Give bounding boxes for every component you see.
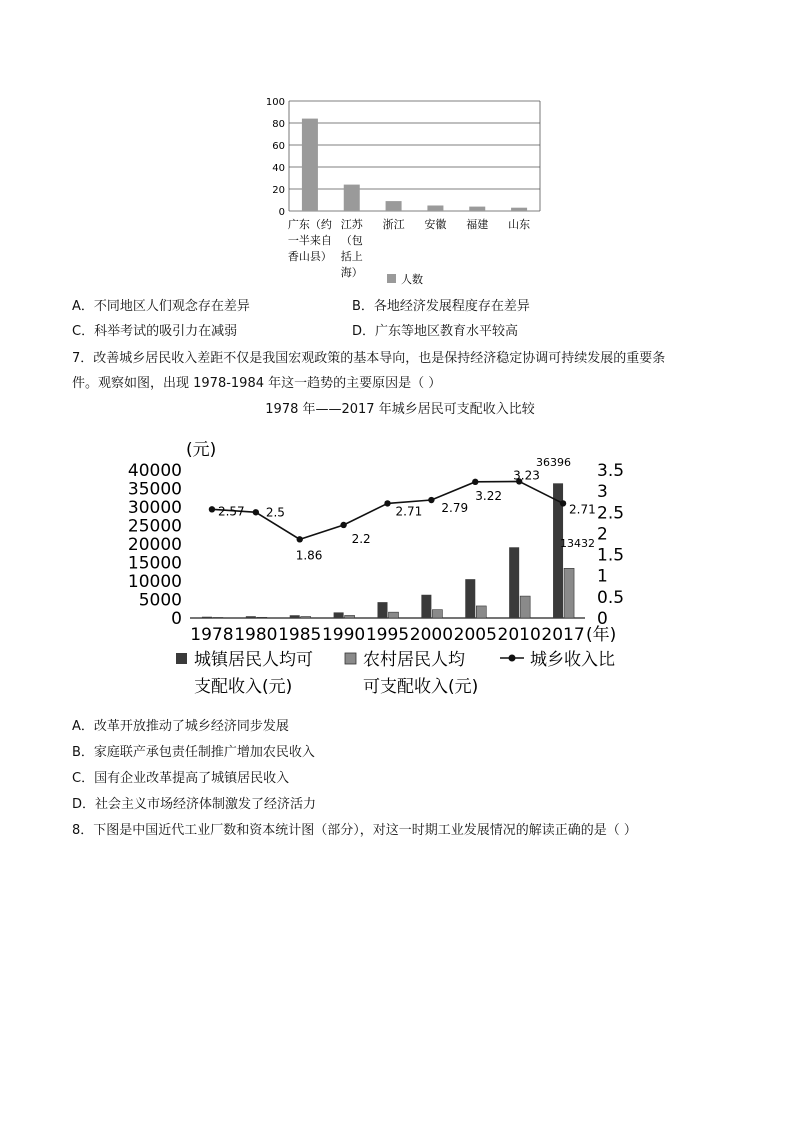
q7-option-b[interactable]: B．家庭联产承包责任制推广增加农民收入 xyxy=(72,745,315,760)
bar-people xyxy=(469,207,485,211)
ratio-point-label: 1.86 xyxy=(295,548,323,563)
y-right-tick-label: 0 xyxy=(597,609,608,629)
q7-option-a[interactable]: A．改革开放推动了城乡经济同步发展 xyxy=(72,719,289,734)
q6-option-b[interactable]: B．各地经济发展程度存在差异 xyxy=(352,299,530,314)
legend-marker-ratio xyxy=(509,655,516,662)
y-left-tick-label: 30000 xyxy=(127,498,182,518)
bar-urban xyxy=(465,579,475,618)
x-tick-label: 江苏 xyxy=(340,218,363,231)
ratio-point-label: 2.79 xyxy=(441,501,469,516)
ratio-point xyxy=(472,479,478,485)
x-tick-label: 1990 xyxy=(321,625,366,645)
y-left-tick-label: 20000 xyxy=(127,535,182,555)
ratio-point-label: 2.2 xyxy=(351,531,371,546)
q8-stem: 8．下图是中国近代工业厂数和资本统计图（部分），对这一时期工业发展情况的解读正确的是（ ） xyxy=(72,823,637,838)
x-tick-label: 1985 xyxy=(278,625,322,645)
ratio-point-label: 2.71 xyxy=(395,504,423,519)
x-tick-label: 2005 xyxy=(453,625,497,645)
bar-urban xyxy=(334,612,344,618)
x-tick-label: 2010 xyxy=(497,625,541,645)
q6-option-a[interactable]: A．不同地区人们观念存在差异 xyxy=(72,299,250,314)
x-tick-label: 2017 xyxy=(541,625,585,645)
y-right-tick-label: 0.5 xyxy=(597,587,625,608)
bar-rural xyxy=(432,610,442,618)
legend-ratio: 城乡收入比 xyxy=(530,650,615,670)
bar-rural xyxy=(301,617,311,618)
x-tick-label: 广东（约 xyxy=(287,218,332,231)
bar-rural xyxy=(520,596,530,618)
bar-rural xyxy=(564,568,574,618)
x-tick-label: （包 xyxy=(340,234,363,247)
y-right-tick-label: 2 xyxy=(597,524,608,545)
ratio-point-label: 3.22 xyxy=(475,488,502,503)
ratio-point xyxy=(209,506,215,512)
y-right-tick-label: 1.5 xyxy=(597,545,625,566)
bar-rural xyxy=(257,617,267,618)
y-tick-label: 80 xyxy=(272,119,285,130)
y-tick-label: 60 xyxy=(272,141,285,152)
bar-urban xyxy=(290,615,300,618)
x-tick-label: 山东 xyxy=(508,218,531,231)
q6-option-d[interactable]: D．广东等地区教育水平较高 xyxy=(352,324,519,339)
ratio-point xyxy=(560,500,566,506)
y-tick-label: 40 xyxy=(272,163,285,174)
y-tick-label: 20 xyxy=(272,185,285,196)
x-tick-label: 2000 xyxy=(409,625,454,645)
bar-label-urban-2017: 36396 xyxy=(536,456,571,469)
bar-people xyxy=(302,119,318,211)
bar-urban xyxy=(421,595,431,618)
x-tick-label: 安徽 xyxy=(424,218,447,231)
ratio-point xyxy=(428,497,434,503)
bar-urban xyxy=(246,616,256,618)
chart-native-distribution xyxy=(255,88,555,293)
y-left-tick-label: 35000 xyxy=(127,479,182,500)
y-right-tick-label: 3 xyxy=(597,482,608,503)
q7-stem-line1: 7．改善城乡居民收入差距不仅是我国宏观政策的基本导向，也是保持经济稳定协调可持续发展的重要条 xyxy=(72,351,666,366)
ratio-point xyxy=(384,500,390,506)
ratio-point xyxy=(297,536,303,542)
y-unit-label: (元) xyxy=(186,440,217,460)
ratio-point-label: 2.57 xyxy=(217,504,245,519)
q7-option-d[interactable]: D．社会主义市场经济体制激发了经济活力 xyxy=(72,797,317,812)
q7-stem-line2: 件。观察如图，出现 1978-1984 年这一趋势的主要原因是（ ） xyxy=(72,376,442,391)
x-tick-label: 括上 xyxy=(340,250,363,263)
q6-option-c[interactable]: C．科举考试的吸引力在减弱 xyxy=(72,324,238,339)
bar-urban xyxy=(202,617,212,618)
y-right-tick-label: 3.5 xyxy=(597,461,625,481)
x-tick-label: 1978 xyxy=(190,625,234,645)
y-left-tick-label: 25000 xyxy=(127,516,182,537)
x-tick-label: 浙江 xyxy=(382,218,405,231)
x-tick-label: 一半来自 xyxy=(287,234,332,247)
y-left-tick-label: 15000 xyxy=(127,553,182,574)
bar-rural xyxy=(345,615,355,618)
ratio-point-label: 3.23 xyxy=(513,468,540,483)
ratio-point-label: 2.71 xyxy=(569,502,596,517)
x-unit-label: (年) xyxy=(586,625,617,645)
ratio-point xyxy=(340,522,346,528)
y-right-tick-label: 1 xyxy=(597,566,608,587)
y-right-tick-label: 2.5 xyxy=(597,503,625,524)
q7-option-c[interactable]: C．国有企业改革提高了城镇居民收入 xyxy=(72,771,290,786)
x-tick-label: 香山县） xyxy=(287,250,332,263)
ratio-point xyxy=(253,509,259,515)
legend-urban-line2: 支配收入(元) xyxy=(194,677,293,697)
legend-swatch-urban xyxy=(176,653,187,664)
bar-rural xyxy=(476,606,486,618)
y-left-tick-label: 5000 xyxy=(138,590,182,611)
legend-swatch-people xyxy=(387,274,396,283)
bar-urban xyxy=(378,602,388,618)
y-tick-label: 0 xyxy=(278,207,285,218)
bar-people xyxy=(386,201,402,211)
legend-swatch-rural xyxy=(345,653,356,664)
bar-rural xyxy=(389,612,399,618)
ratio-line xyxy=(212,481,563,539)
x-tick-label: 福建 xyxy=(466,218,489,231)
chart-income-comparison xyxy=(127,435,660,705)
bar-people xyxy=(511,208,527,211)
legend-rural-line1: 农村居民人均 xyxy=(363,650,465,670)
y-left-tick-label: 10000 xyxy=(127,572,182,592)
legend-rural-line2: 可支配收入(元) xyxy=(363,677,479,697)
q7-chart-title: 1978 年——2017 年城乡居民可支配收入比较 xyxy=(265,402,535,417)
ratio-point-label: 2.5 xyxy=(265,505,285,520)
bar-urban xyxy=(509,547,519,618)
legend-urban-line1: 城镇居民人均可 xyxy=(194,650,313,670)
x-tick-label: 1980 xyxy=(234,625,278,645)
y-tick-label: 100 xyxy=(265,97,285,108)
y-left-tick-label: 0 xyxy=(171,609,182,629)
bar-people xyxy=(344,185,360,211)
bar-label-rural-2017: 13432 xyxy=(560,537,595,550)
bar-people xyxy=(427,206,443,212)
legend-label-people: 人数 xyxy=(401,273,423,286)
y-left-tick-label: 40000 xyxy=(127,461,182,481)
x-tick-label: 1995 xyxy=(365,625,410,645)
x-tick-label: 海） xyxy=(340,266,363,279)
